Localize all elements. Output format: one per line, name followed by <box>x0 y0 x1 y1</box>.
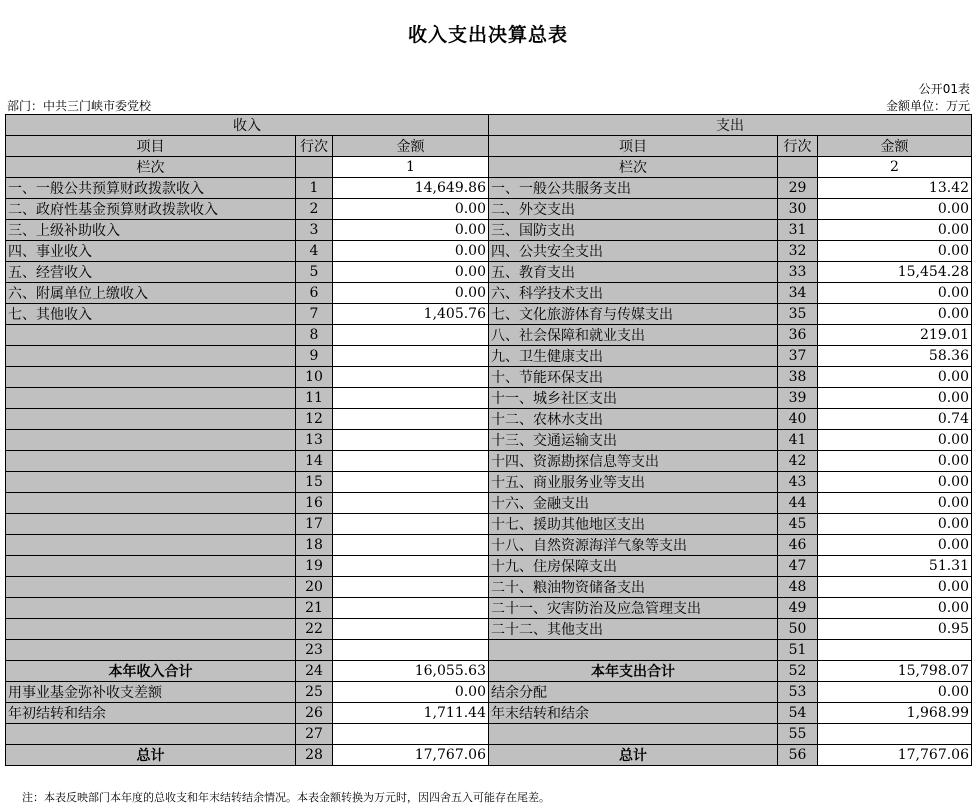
expense-lanci-label: 栏次 <box>489 157 778 178</box>
expense-row-no: 48 <box>778 577 818 598</box>
income-item-label: 三、上级补助收入 <box>6 220 296 241</box>
income-row-no: 25 <box>296 682 333 703</box>
expense-amount: 0.00 <box>818 304 972 325</box>
table-row <box>6 199 972 220</box>
table-row <box>6 640 972 661</box>
expense-row-no: 29 <box>778 178 818 199</box>
expense-row-no: 55 <box>778 724 818 745</box>
expense-item-label: 十一、城乡社区支出 <box>489 388 778 409</box>
income-amount: 0.00 <box>333 199 489 220</box>
expense-item-label: 十八、自然资源海洋气象等支出 <box>489 535 778 556</box>
expense-amount: 0.00 <box>818 199 972 220</box>
expense-amount: 0.00 <box>818 388 972 409</box>
income-amount <box>333 577 489 598</box>
income-item-label <box>6 514 296 535</box>
income-row-no: 22 <box>296 619 333 640</box>
income-item-label: 总计 <box>6 745 296 766</box>
expense-amount <box>818 724 972 745</box>
income-item-label <box>6 346 296 367</box>
income-row-no: 28 <box>296 745 333 766</box>
income-item-label <box>6 493 296 514</box>
income-item-label: 七、其他收入 <box>6 304 296 325</box>
table-row <box>6 724 972 745</box>
expense-item-label: 十三、交通运输支出 <box>489 430 778 451</box>
income-row-no: 15 <box>296 472 333 493</box>
income-amount: 0.00 <box>333 262 489 283</box>
expense-item-label: 五、教育支出 <box>489 262 778 283</box>
income-item-label: 二、政府性基金预算财政拨款收入 <box>6 199 296 220</box>
income-amount <box>333 493 489 514</box>
expense-amount: 0.00 <box>818 514 972 535</box>
expense-item-label: 本年支出合计 <box>489 661 778 682</box>
income-amount <box>333 514 489 535</box>
income-row-no: 2 <box>296 199 333 220</box>
expense-row-no: 40 <box>778 409 818 430</box>
income-amount <box>333 598 489 619</box>
footnote: 注：本表反映部门本年度的总收支和年末结转结余情况。本表金额转换为万元时，因四舍五入可能存在尾差。 <box>22 791 550 804</box>
income-amount: 1,711.44 <box>333 703 489 724</box>
income-row-no: 26 <box>296 703 333 724</box>
budget-summary-table <box>5 114 972 766</box>
expense-item-header: 项目 <box>489 136 778 157</box>
income-item-label <box>6 598 296 619</box>
expense-amount: 0.00 <box>818 472 972 493</box>
expense-amount: 13.42 <box>818 178 972 199</box>
expense-row-no-header: 行次 <box>778 136 818 157</box>
income-row-no: 17 <box>296 514 333 535</box>
income-amount <box>333 325 489 346</box>
expense-row-no: 30 <box>778 199 818 220</box>
expense-amount: 0.00 <box>818 682 972 703</box>
table-row <box>6 703 972 724</box>
income-row-no: 20 <box>296 577 333 598</box>
income-amount <box>333 409 489 430</box>
income-item-label: 五、经营收入 <box>6 262 296 283</box>
income-item-label: 六、附属单位上缴收入 <box>6 283 296 304</box>
table-row <box>6 325 972 346</box>
expense-row-no: 37 <box>778 346 818 367</box>
income-item-label <box>6 388 296 409</box>
income-row-no: 19 <box>296 556 333 577</box>
income-amount <box>333 640 489 661</box>
table-row <box>6 535 972 556</box>
expense-amount: 0.00 <box>818 598 972 619</box>
expense-lanci-blank <box>778 157 818 178</box>
table-row <box>6 304 972 325</box>
income-item-label <box>6 724 296 745</box>
income-amount: 0.00 <box>333 241 489 262</box>
expense-amount: 1,968.99 <box>818 703 972 724</box>
expense-item-label: 九、卫生健康支出 <box>489 346 778 367</box>
income-row-no: 13 <box>296 430 333 451</box>
income-row-no: 21 <box>296 598 333 619</box>
expense-lanci-no: 2 <box>818 157 972 178</box>
expense-item-label: 十九、住房保障支出 <box>489 556 778 577</box>
expense-item-label: 一、一般公共服务支出 <box>489 178 778 199</box>
expense-amount: 0.00 <box>818 577 972 598</box>
income-row-no: 23 <box>296 640 333 661</box>
income-row-no: 5 <box>296 262 333 283</box>
expense-amount: 0.74 <box>818 409 972 430</box>
income-amount: 16,055.63 <box>333 661 489 682</box>
table-row <box>6 577 972 598</box>
income-item-label: 年初结转和结余 <box>6 703 296 724</box>
income-amount: 0.00 <box>333 283 489 304</box>
department-label: 部门：中共三门峡市委党校 <box>7 99 152 113</box>
expense-amount: 0.00 <box>818 283 972 304</box>
income-lanci-no: 1 <box>333 157 489 178</box>
table-row <box>6 409 972 430</box>
income-item-label <box>6 367 296 388</box>
unit-label: 金额单位：万元 <box>885 99 970 113</box>
income-lanci-blank <box>296 157 333 178</box>
income-item-label <box>6 577 296 598</box>
income-item-label <box>6 325 296 346</box>
expense-item-label: 三、国防支出 <box>489 220 778 241</box>
table-row <box>6 745 972 766</box>
table-row <box>6 262 972 283</box>
income-amount: 0.00 <box>333 220 489 241</box>
income-amount: 1,405.76 <box>333 304 489 325</box>
income-row-no: 7 <box>296 304 333 325</box>
expense-amount: 0.00 <box>818 430 972 451</box>
expense-section-header: 支出 <box>489 115 972 136</box>
income-row-no: 16 <box>296 493 333 514</box>
income-amount <box>333 535 489 556</box>
expense-item-label: 十四、资源勘探信息等支出 <box>489 451 778 472</box>
expense-row-no: 31 <box>778 220 818 241</box>
income-item-label <box>6 409 296 430</box>
expense-amount <box>818 640 972 661</box>
expense-row-no: 49 <box>778 598 818 619</box>
expense-row-no: 32 <box>778 241 818 262</box>
expense-item-label <box>489 724 778 745</box>
expense-amount: 0.00 <box>818 535 972 556</box>
expense-item-label: 四、公共安全支出 <box>489 241 778 262</box>
income-amount <box>333 388 489 409</box>
income-row-no: 24 <box>296 661 333 682</box>
income-item-header: 项目 <box>6 136 296 157</box>
income-item-label <box>6 619 296 640</box>
expense-amount: 15,454.28 <box>818 262 972 283</box>
income-row-no-header: 行次 <box>296 136 333 157</box>
income-amount <box>333 451 489 472</box>
expense-row-no: 45 <box>778 514 818 535</box>
income-item-label <box>6 472 296 493</box>
expense-item-label: 十、节能环保支出 <box>489 367 778 388</box>
income-amount: 17,767.06 <box>333 745 489 766</box>
expense-row-no: 38 <box>778 367 818 388</box>
table-row <box>6 283 972 304</box>
expense-row-no: 51 <box>778 640 818 661</box>
expense-row-no: 35 <box>778 304 818 325</box>
expense-amount: 0.00 <box>818 493 972 514</box>
expense-row-no: 42 <box>778 451 818 472</box>
expense-item-label: 二十二、其他支出 <box>489 619 778 640</box>
expense-row-no: 41 <box>778 430 818 451</box>
table-row <box>6 241 972 262</box>
expense-item-label: 六、科学技术支出 <box>489 283 778 304</box>
table-row <box>6 619 972 640</box>
expense-amount: 0.00 <box>818 241 972 262</box>
expense-item-label: 二、外交支出 <box>489 199 778 220</box>
expense-amount: 51.31 <box>818 556 972 577</box>
expense-row-no: 34 <box>778 283 818 304</box>
expense-row-no: 46 <box>778 535 818 556</box>
income-item-label <box>6 451 296 472</box>
income-amount <box>333 556 489 577</box>
income-row-no: 8 <box>296 325 333 346</box>
table-row <box>6 220 972 241</box>
expense-amount: 0.00 <box>818 451 972 472</box>
income-row-no: 14 <box>296 451 333 472</box>
expense-item-label: 八、社会保障和就业支出 <box>489 325 778 346</box>
table-row <box>6 388 972 409</box>
income-row-no: 6 <box>296 283 333 304</box>
table-row <box>6 598 972 619</box>
table-row <box>6 493 972 514</box>
income-lanci-label: 栏次 <box>6 157 296 178</box>
table-row <box>6 451 972 472</box>
income-row-no: 12 <box>296 409 333 430</box>
table-row <box>6 556 972 577</box>
expense-item-label: 二十、粮油物资储备支出 <box>489 577 778 598</box>
income-amount: 14,649.86 <box>333 178 489 199</box>
income-item-label: 本年收入合计 <box>6 661 296 682</box>
table-row <box>6 178 972 199</box>
expense-row-no: 36 <box>778 325 818 346</box>
table-row <box>6 472 972 493</box>
income-row-no: 3 <box>296 220 333 241</box>
income-row-no: 11 <box>296 388 333 409</box>
expense-amount: 0.00 <box>818 220 972 241</box>
income-section-header: 收入 <box>6 115 489 136</box>
income-row-no: 4 <box>296 241 333 262</box>
income-amount <box>333 619 489 640</box>
expense-row-no: 33 <box>778 262 818 283</box>
expense-row-no: 54 <box>778 703 818 724</box>
table-row <box>6 682 972 703</box>
expense-row-no: 43 <box>778 472 818 493</box>
expense-item-label: 总计 <box>489 745 778 766</box>
expense-amount: 17,767.06 <box>818 745 972 766</box>
expense-amount: 0.00 <box>818 367 972 388</box>
expense-item-label: 十七、援助其他地区支出 <box>489 514 778 535</box>
income-row-no: 10 <box>296 367 333 388</box>
income-amount: 0.00 <box>333 682 489 703</box>
expense-item-label: 结余分配 <box>489 682 778 703</box>
income-amount <box>333 346 489 367</box>
expense-item-label: 十五、商业服务业等支出 <box>489 472 778 493</box>
income-item-label: 用事业基金弥补收支差额 <box>6 682 296 703</box>
table-row <box>6 367 972 388</box>
expense-item-label <box>489 640 778 661</box>
table-row <box>6 661 972 682</box>
income-row-no: 1 <box>296 178 333 199</box>
income-item-label: 四、事业收入 <box>6 241 296 262</box>
expense-row-no: 52 <box>778 661 818 682</box>
expense-row-no: 53 <box>778 682 818 703</box>
income-amount <box>333 472 489 493</box>
income-amount <box>333 367 489 388</box>
expense-item-label: 十六、金融支出 <box>489 493 778 514</box>
expense-row-no: 47 <box>778 556 818 577</box>
income-amount-header: 金额 <box>333 136 489 157</box>
income-item-label <box>6 640 296 661</box>
expense-amount: 58.36 <box>818 346 972 367</box>
income-row-no: 9 <box>296 346 333 367</box>
page-title: 收入支出决算总表 <box>407 24 568 46</box>
income-amount <box>333 430 489 451</box>
expense-item-label: 七、文化旅游体育与传媒支出 <box>489 304 778 325</box>
table-row <box>6 430 972 451</box>
income-amount <box>333 724 489 745</box>
income-row-no: 18 <box>296 535 333 556</box>
table-row <box>6 514 972 535</box>
expense-item-label: 二十一、灾害防治及应急管理支出 <box>489 598 778 619</box>
table-row <box>6 346 972 367</box>
income-row-no: 27 <box>296 724 333 745</box>
expense-amount-header: 金额 <box>818 136 972 157</box>
income-item-label: 一、一般公共预算财政拨款收入 <box>6 178 296 199</box>
expense-amount: 219.01 <box>818 325 972 346</box>
expense-row-no: 44 <box>778 493 818 514</box>
income-item-label <box>6 430 296 451</box>
expense-amount: 0.95 <box>818 619 972 640</box>
expense-row-no: 56 <box>778 745 818 766</box>
expense-item-label: 十二、农林水支出 <box>489 409 778 430</box>
expense-row-no: 50 <box>778 619 818 640</box>
expense-row-no: 39 <box>778 388 818 409</box>
income-item-label <box>6 535 296 556</box>
expense-item-label: 年末结转和结余 <box>489 703 778 724</box>
form-code: 公开01表 <box>918 82 970 96</box>
income-item-label <box>6 556 296 577</box>
expense-amount: 15,798.07 <box>818 661 972 682</box>
